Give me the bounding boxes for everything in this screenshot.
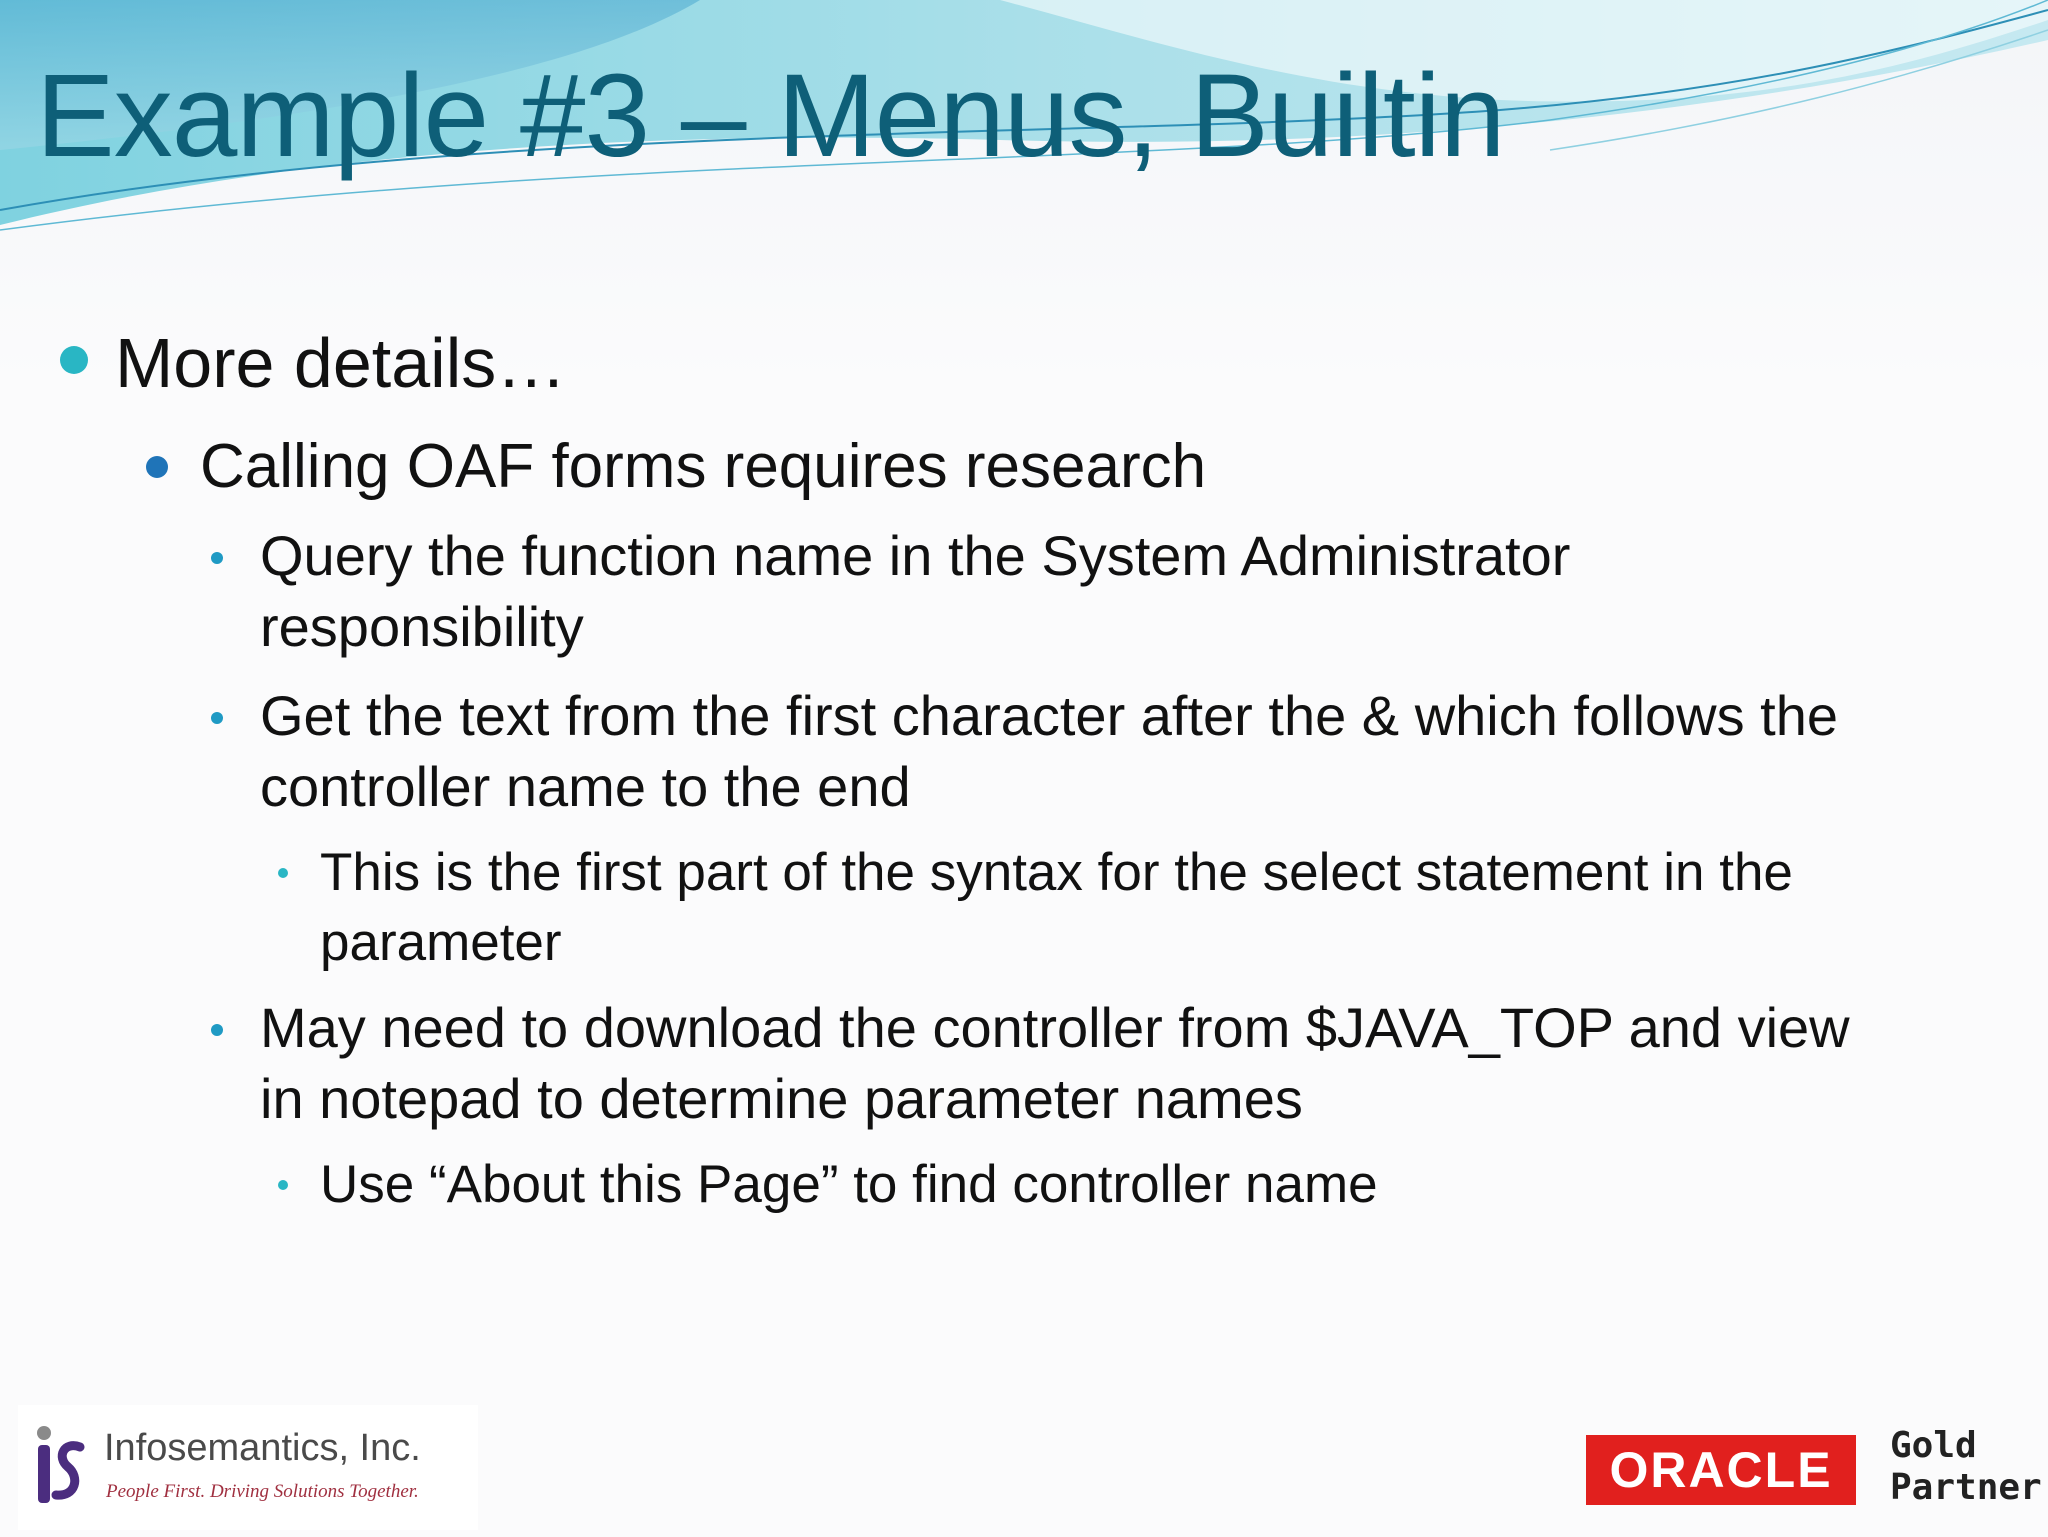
- bullet-text-line: parameter: [320, 913, 562, 972]
- bullet-dot-small: [211, 1024, 223, 1036]
- bullet-dot-blue: [146, 456, 168, 478]
- bullet-more-details: More details…: [115, 324, 567, 402]
- bullet-get-text: [260, 680, 1960, 822]
- bullet-text-line: Query the function name in the System Administrator: [260, 524, 1571, 587]
- slide-title: Example #3 – Menus, Builtin: [36, 50, 1505, 182]
- bullet-text-line: in notepad to determine parameter names: [260, 1067, 1303, 1130]
- bullet-text-line: Get the text from the first character after the & which follows the: [260, 684, 1839, 747]
- bullet-dot-small: [211, 552, 223, 564]
- partner-tier: [1890, 1425, 2042, 1509]
- bullet-dot-teal: [60, 346, 88, 374]
- bullet-dot-small: [278, 868, 288, 878]
- partner-tier-line: Partner: [1890, 1467, 2042, 1508]
- bullet-calling-oaf: Calling OAF forms requires research: [200, 432, 1207, 501]
- partner-tier-line: Gold: [1890, 1425, 1977, 1466]
- bullet-text-line: controller name to the end: [260, 755, 911, 818]
- bullet-syntax-first-part: [320, 838, 1960, 978]
- infosemantics-logo: [18, 1405, 478, 1530]
- oracle-wordmark: [1586, 1435, 1856, 1505]
- bullet-text-line: This is the first part of the syntax for the select statement in the: [320, 843, 1793, 902]
- infosemantics-mark-icon: [26, 1423, 96, 1513]
- bullet-text-line: responsibility: [260, 595, 584, 658]
- oracle-gold-partner-logo: [1586, 1425, 2042, 1517]
- bullet-query-function-name: [260, 520, 1960, 662]
- bullet-dot-small: [278, 1180, 288, 1190]
- bullet-text-line: May need to download the controller from $JAVA_TOP and view: [260, 996, 1850, 1059]
- company-name: Infosemantics, Inc.: [104, 1427, 421, 1469]
- company-tagline: People First. Driving Solutions Together.: [106, 1481, 419, 1502]
- bullet-about-this-page: Use “About this Page” to find controller name: [320, 1155, 1378, 1214]
- bullet-dot-small: [211, 712, 223, 724]
- oracle-brand-text: ORACLE: [1609, 1442, 1833, 1498]
- bullet-download-controller: [260, 992, 1960, 1134]
